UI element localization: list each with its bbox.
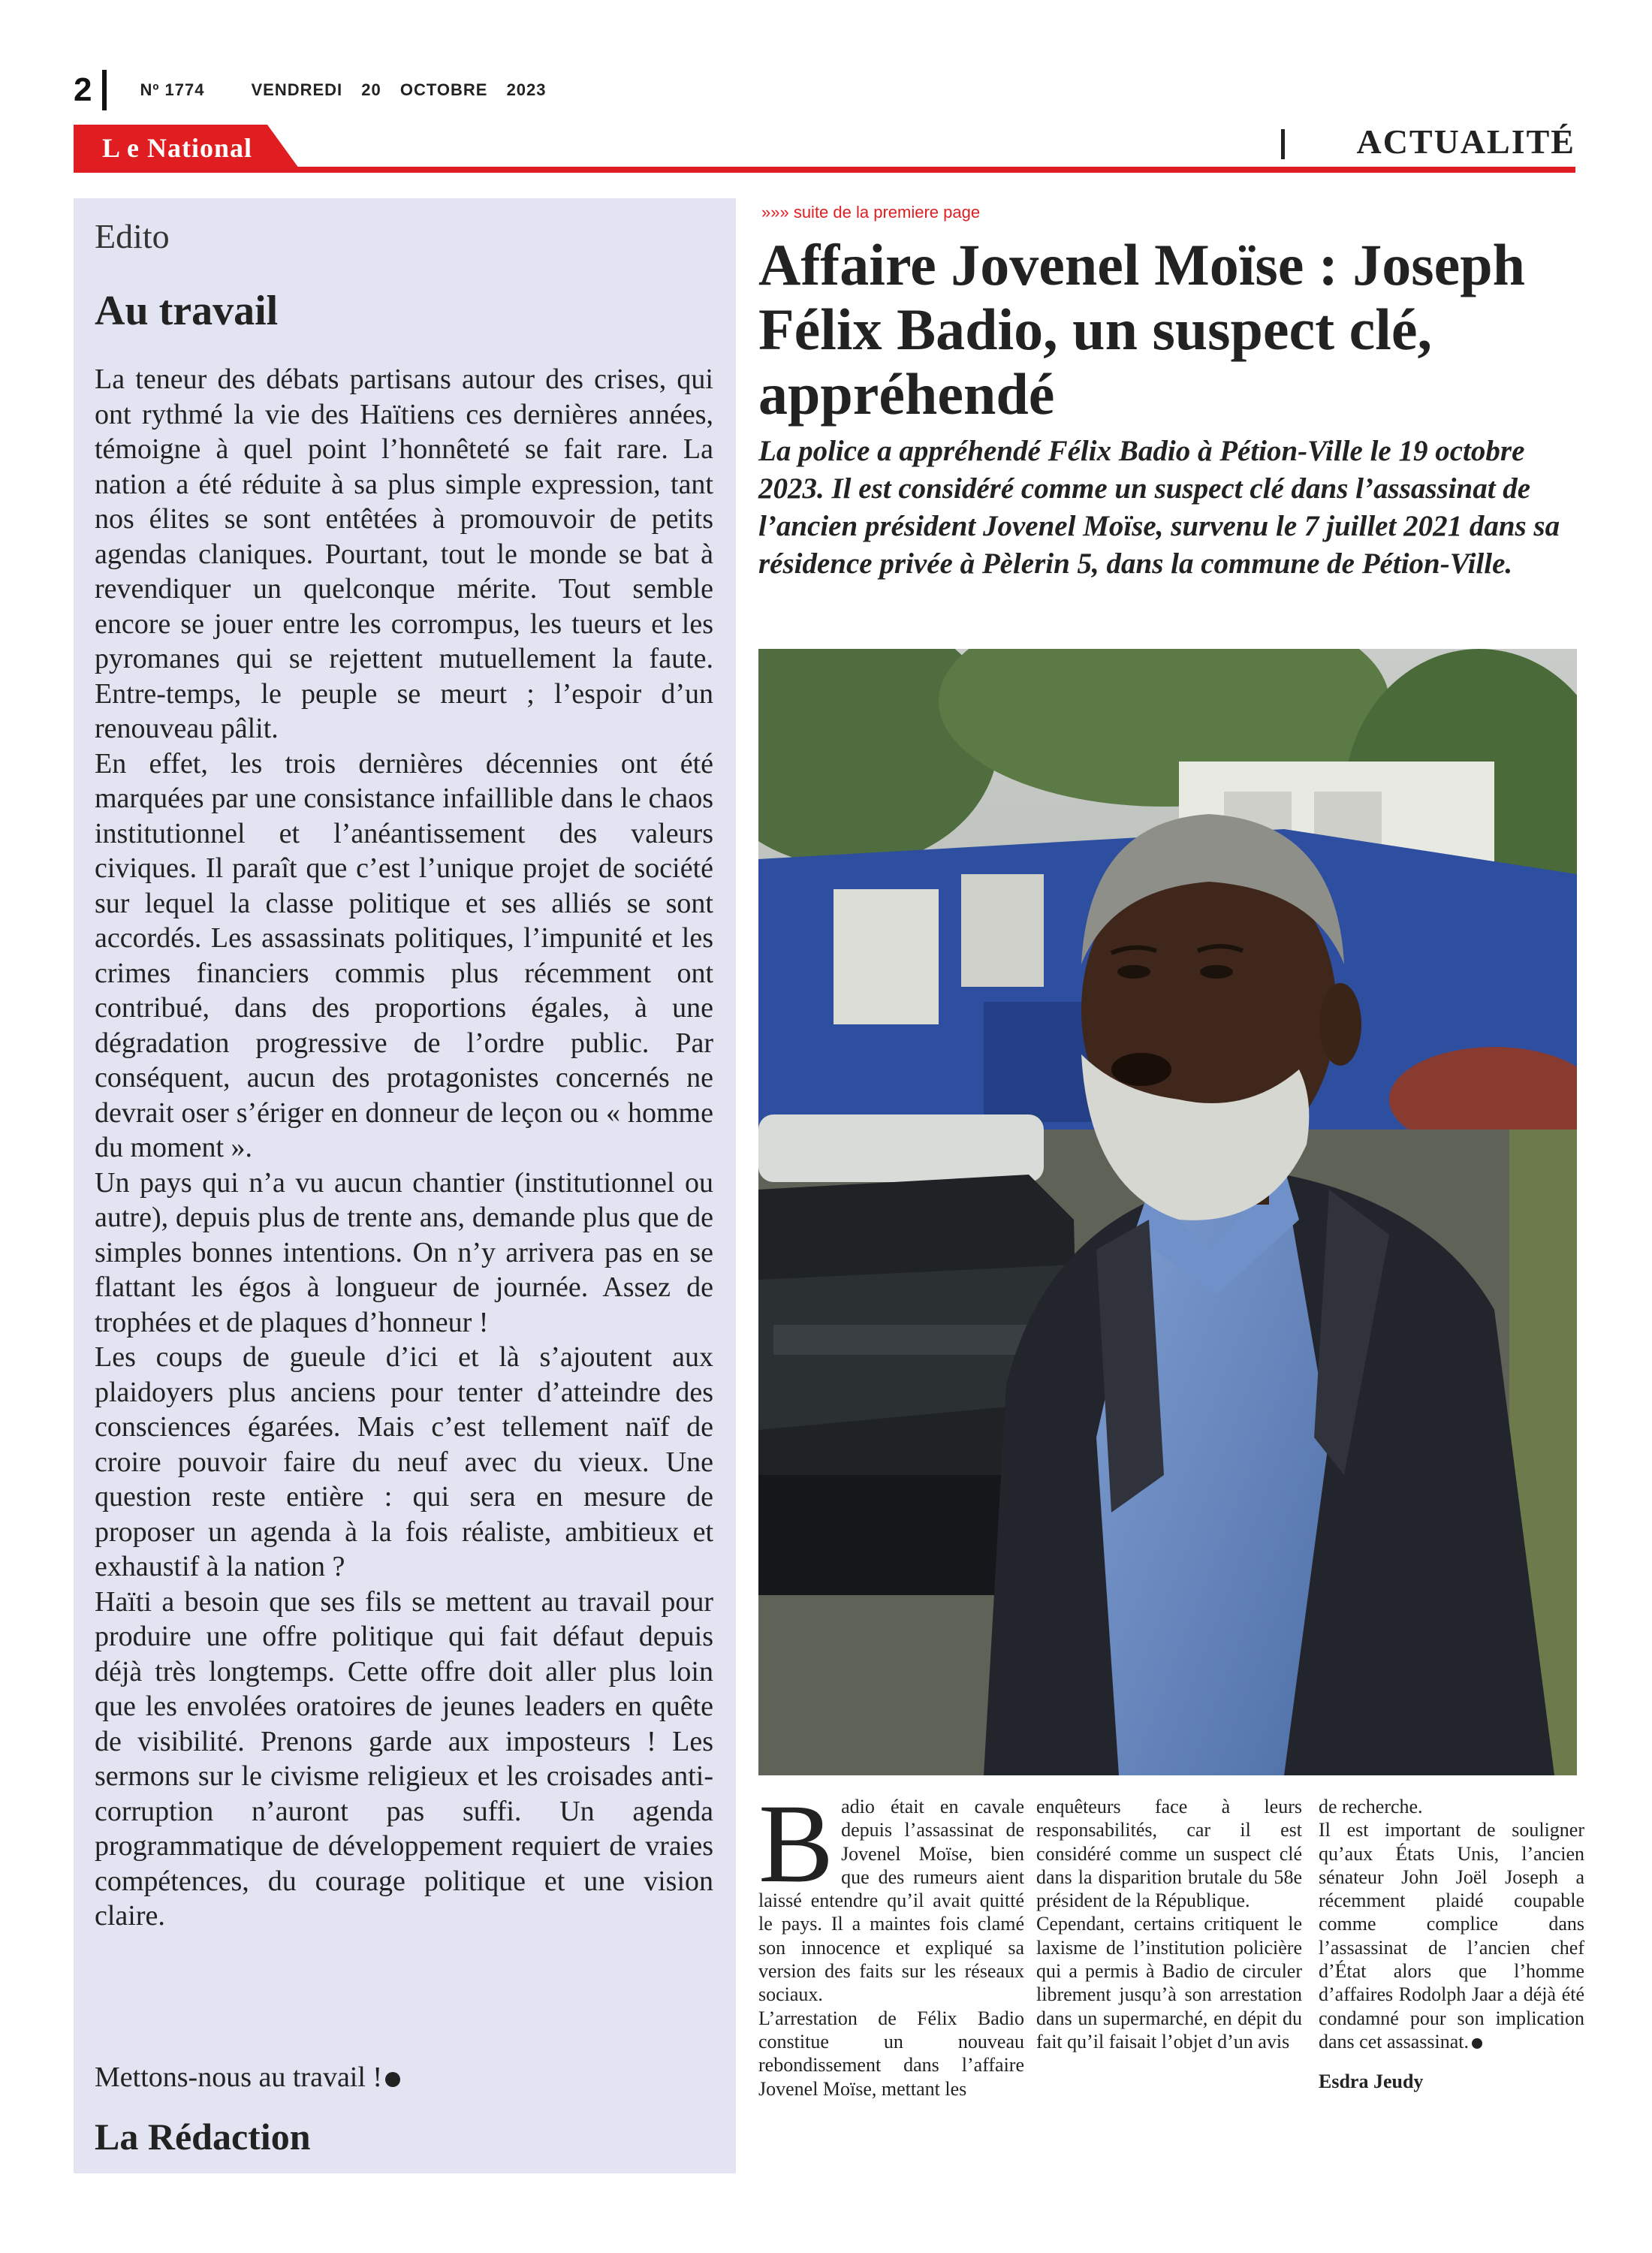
article-paragraph: L’arrestation de Félix Badio constitue un nouveau rebondissement dans l’affaire Jovenel Moïse, mettant les — [758, 2007, 1024, 2100]
edito-body — [95, 362, 713, 1934]
issue-number: Nº 1774 — [140, 80, 205, 99]
article-column-3 — [1319, 1795, 1584, 2094]
article-paragraph — [1319, 1818, 1584, 2053]
edito-closing-text: Mettons-nous au travail ! — [95, 2061, 383, 2093]
edito-signature: La Rédaction — [95, 2116, 311, 2158]
article-author: Esdra Jeudy — [1319, 2071, 1424, 2093]
drop-cap: B — [758, 1781, 834, 1906]
edito-panel — [74, 198, 736, 2173]
page-number-divider — [102, 70, 107, 110]
article-paragraph: adio était en cavale depuis l’assassinat de Jovenel Moïse, bien que des rumeurs aient laissé entendre qu’il avait quitté le pays. Il a maintes fois clamé son innocence et expliqué sa version des faits sur les réseaux sociaux. — [758, 1796, 1024, 2006]
newspaper-logo: L e National — [102, 133, 253, 163]
article-photo — [758, 649, 1577, 1775]
article-paragraph-text: Il est important de souligner qu’aux États Unis, l’ancien sénateur John Joël Joseph a récemment plaidé coupable comme complice dans l’assassinat de l’ancien chef d’État alors que l’homme d’affaires Rodolph Jaar a déjà été condamné pour son implication dans cet assassinat. — [1319, 1819, 1584, 2052]
article-paragraph: enquêteurs face à leurs responsabilités, car il est considéré comme un suspect clé dans la disparition brutale du 58e président de la République. — [1036, 1796, 1302, 1912]
edito-title: Au travail — [95, 288, 279, 334]
section-title: ACTUALITÉ — [1356, 122, 1575, 161]
article-paragraph: Cependant, certains critiquent le laxisme de l’institution policière qui a permis à Badio de circuler librement jusqu’à son arrestation dans un supermarché, en dépit du fait qu’il faisait l’objet d’un avis — [1036, 1913, 1302, 2052]
article-paragraph: de recherche. — [1319, 1796, 1423, 1817]
issue-date: VENDREDI 20 OCTOBRE 2023 — [251, 80, 547, 99]
edito-paragraph: Un pays qui n’a vu aucun chantier (institutionnel ou autre), depuis plus de trente ans, demande plus que de simples bonnes intentions. On n’y arrivera pas en se flattant les égos à longueur de journée. Assez de trophées et de plaques d’honneur ! — [95, 1166, 713, 1338]
article-headline: Affaire Jovenel Moïse : Joseph Félix Badio, un suspect clé, appréhendé — [758, 232, 1526, 427]
end-mark-icon — [385, 2072, 400, 2087]
edito-paragraph: Les coups de gueule d’ici et là s’ajoutent aux plaidoyers plus anciens pour tenter d’atteindre des consciences égarées. Mais c’est tellement naïf de croire pouvoir faire du neuf avec du vieux. Une question reste entière : qui sera en mesure de proposer un agenda à la fois réaliste, ambitieux et exhaustif à la nation ? — [95, 1341, 713, 1582]
section-divider — [1281, 129, 1285, 159]
edito-paragraph: La teneur des débats partisans autour des crises, qui ont rythmé la vie des Haïtiens ces dernières années, témoigne à quel point l’honnêteté se fait rare. La nation a été réduite à sa plus simple expression, tant nos élites se sont entêtées à promouvoir de petits agendas claniques. Pourtant, tout le monde se bat à revendiquer un quelconque mérite. Tout semble encore se jouer entre les corrompus, les tueurs et les pyromanes qui se rejettent mutuellement la faute. Entre-temps, le peuple se meurt ; l’espoir d’un renouveau pâlit. — [95, 363, 713, 744]
article-column-1 — [758, 1781, 1024, 2101]
article-lead: La police a appréhendé Félix Badio à Pétion-Ville le 19 octobre 2023. Il est considéré comme un suspect clé dans l’assassinat de l’ancien président Jovenel Moïse, survenu le 7 juillet 2021 dans sa résidence privée à Pèlerin 5, dans la commune de Pétion-Ville. — [758, 435, 1560, 580]
page-number: 2 — [74, 71, 92, 108]
edito-paragraph: Haïti a besoin que ses fils se mettent au travail pour produire une offre politique qui fait défaut depuis déjà très longtemps. Cette offre doit aller plus loin que les envolées oratoires de jeunes leaders en quête de visibilité. Prenons garde aux imposteurs ! Les sermons sur le civisme religieux et les croisades anti-corruption n’auront pas suffi. Un agenda programmatique de développement requiert de vraies compétences, du courage politique et une vision claire. — [95, 1585, 713, 1932]
continuation-kicker: »»» suite de la premiere page — [761, 203, 981, 222]
edito-closing-line — [95, 2061, 400, 2094]
edito-kicker: Edito — [95, 217, 170, 255]
page-header — [74, 68, 547, 113]
end-mark-icon — [1472, 2038, 1482, 2049]
article-column-2 — [1036, 1795, 1302, 2053]
edito-paragraph: En effet, les trois dernières décennies ont été marquées par une consistance infaillible dans le chaos institutionnel et l’anéantissement des valeurs civiques. Il paraît que c’est l’unique projet de société sur lequel la classe politique et ses alliés se sont accordés. Les assassinats politiques, l’impunité et les crimes financiers commis plus récemment ont contribué, dans des proportions égales, à une dégradation progressive de l’ordre public. Par conséquent, aucun des protagonistes concernés ne devrait oser s’ériger en donneur de leçon ou « homme du moment ». — [95, 747, 713, 1163]
header-rule — [74, 167, 1575, 173]
